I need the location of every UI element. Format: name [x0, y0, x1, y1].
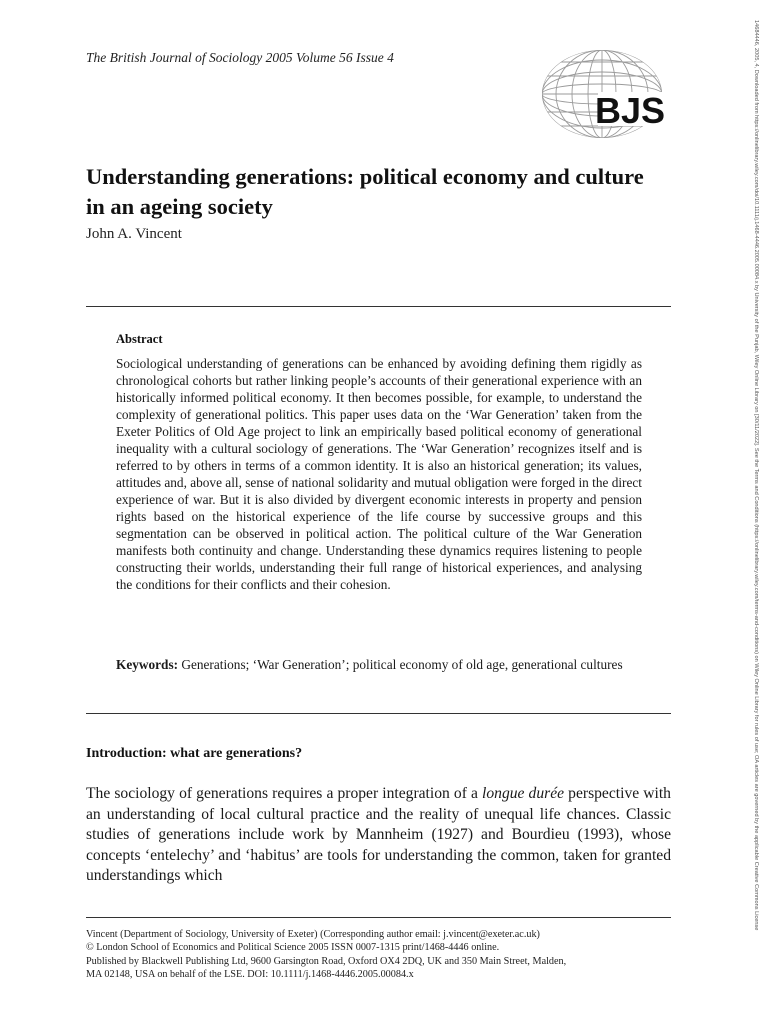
author-name: John A. Vincent [86, 226, 182, 242]
footer-line-doi: MA 02148, USA on behalf of the LSE. DOI: 10.1111/j.1468-4446.2005.00084.x [86, 969, 414, 981]
body-text-start: The sociology of generations requires a proper integration of a [86, 785, 483, 802]
footer-notes [86, 928, 671, 982]
journal-header: The British Journal of Sociology 2005 Volume 56 Issue 4 [86, 50, 394, 65]
body-text-italic: longue durée [482, 785, 565, 802]
keywords [116, 656, 642, 673]
footer-line-publisher: Published by Blackwell Publishing Ltd, 9600 Garsington Road, Oxford OX4 2DQ, UK and 350 Main Street, Malden, [86, 955, 567, 967]
abstract-text: Sociological understanding of generations can be enhanced by avoiding defining them rigidly as chronological cohorts but rather linking people’s accounts of their generational experience with an historically informed political economy. It then becomes possible, for example, to understand the complexity of generational politics. This paper uses data on the ‘War Generation’ taken from the Exeter Politics of Old Age project to link an empirically based political economy of generational inequality with a cultural sociology of generations. The ‘War Generation’ recognizes itself and is referred to by others in terms of a common identity. It is also an historical generation; its values, attitudes and, above all, sense of national solidarity and mutual obligation were forged in the direct experience of war. But it is also divided by divergent economic interests in property and pension rights based on the historical experience of the life course by successive groups and this segmentation can be observed in political action. The political culture of the War Generation manifests both continuity and change. Understanding these dynamics requires listening to people constructing their worlds, understanding their full range of historical experiences, and analysing the conditions for their conflicts and their cohesion. [116, 356, 642, 592]
keywords-list: Generations; ‘War Generation’; political economy of old age, generational cultures [181, 657, 623, 672]
mid-rule [86, 713, 671, 714]
logo-text: BJS [594, 90, 666, 131]
article-title: Understanding generations: political economy and culture in an ageing society [86, 164, 644, 219]
section-heading: Introduction: what are generations? [86, 746, 303, 761]
top-rule [86, 306, 671, 307]
keywords-label: Keywords: [116, 657, 179, 672]
footer-line-copyright: © London School of Economics and Political Science 2005 ISSN 0007-1315 print/1468-4446 online. [86, 942, 500, 954]
body-text-rest: perspective with an understanding of local cultural practice and the reality of unequal life chances. Classic studies of generations include work by Mannheim (1927) and Bourdieu (1993), whose concepts ‘entelechy’ and ‘habitus’ are tools for understanding the common, taken for granted understandings which [86, 785, 671, 885]
footer-rule [86, 917, 671, 918]
bjs-globe-logo [534, 46, 670, 146]
body-paragraph [86, 784, 671, 887]
download-margin-note: 14684446, 2005, 4, Downloaded from https://onlinelibrary.wiley.com/doi/10.1111/j.1468-4446.2005.00084.x by University of the Punjab, Wiley Online Library on [30/11/2022]. See the Terms and Conditions (https://onlinelibrary.wiley.com/terms-and-conditions) on Wiley Online Library for rules of use; OA articles are governed by the applicable Creative Commons License [753, 20, 759, 931]
abstract-heading: Abstract [116, 332, 163, 346]
footer-line-affiliation: Vincent (Department of Sociology, University of Exeter) (Corresponding author email: j.vincent@exeter.ac.uk) [86, 929, 540, 940]
